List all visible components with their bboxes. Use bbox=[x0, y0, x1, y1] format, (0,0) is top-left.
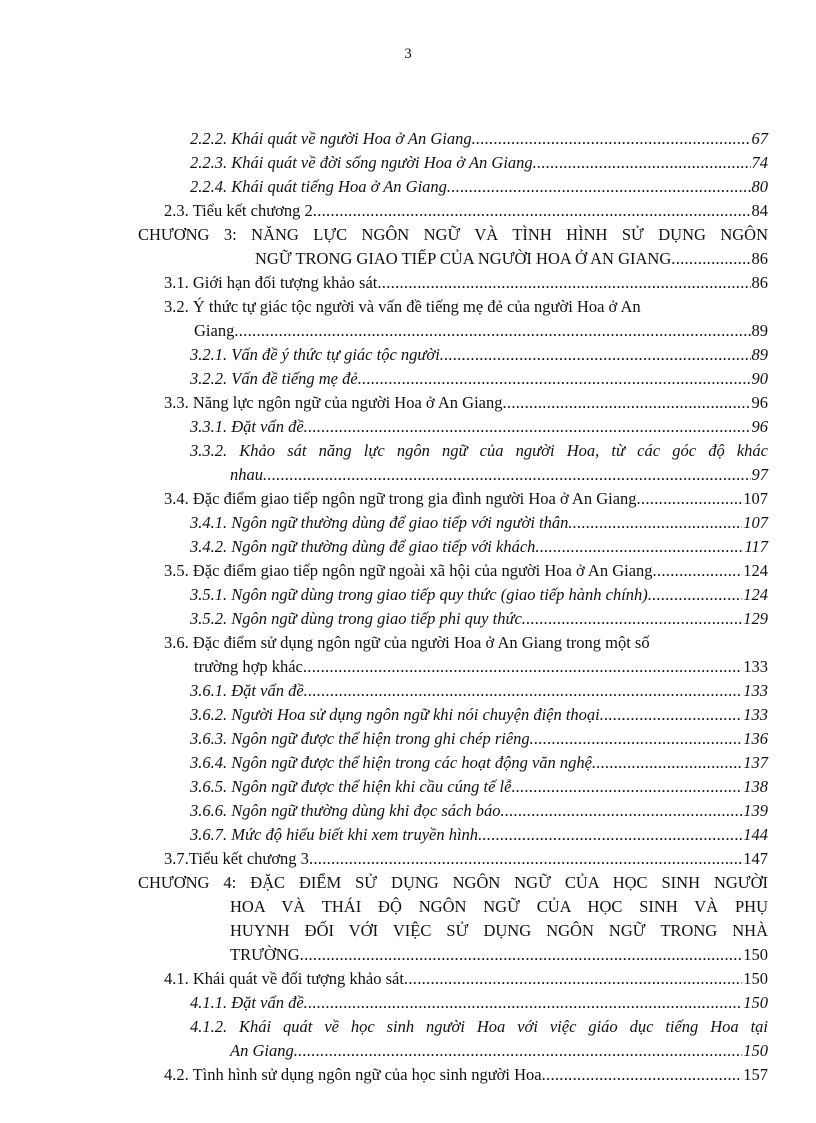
toc-entry-3-6-5: 3.6.5. Ngôn ngữ được thể hiện khi cầu cúng tế lễ ..... 138 bbox=[190, 776, 768, 798]
toc-entry-3-3-2-line-2: nhau ..... 97 bbox=[230, 464, 768, 486]
toc-entry-3-1: 3.1. Giới hạn đối tượng khảo sát ..... 86 bbox=[164, 272, 768, 294]
page-number: 3 bbox=[404, 46, 412, 62]
toc-entry-3-3-2-line-1: 3.3.2. Khảo sát năng lực ngôn ngữ của người Hoa, từ các góc độ khác bbox=[190, 441, 768, 460]
toc-entry-2-3: 2.3. Tiểu kết chương 2 ..... 84 bbox=[164, 200, 768, 222]
toc-entry-3-6-3: 3.6.3. Ngôn ngữ được thể hiện trong ghi chép riêng ..... 136 bbox=[190, 728, 768, 750]
toc-entry-3-5-2: 3.5.2. Ngôn ngữ dùng trong giao tiếp phi quy thức ..... 129 bbox=[190, 608, 768, 630]
toc-entry-3-5: 3.5. Đặc điểm giao tiếp ngôn ngữ ngoài xã hội của người Hoa ở An Giang ..... 124 bbox=[164, 560, 768, 582]
toc-entry-2-2-2: 2.2.2. Khái quát về người Hoa ở An Giang ..... 67 bbox=[190, 128, 768, 150]
chapter-4-heading-line-4: TRƯỜNG ..... 150 bbox=[230, 944, 768, 966]
toc-entry-2-2-4: 2.2.4. Khái quát tiếng Hoa ở An Giang ..... 80 bbox=[190, 176, 768, 198]
toc-entry-3-6-4: 3.6.4. Ngôn ngữ được thể hiện trong các hoạt động văn nghệ ..... 137 bbox=[190, 752, 768, 774]
toc-entry-3-4-1: 3.4.1. Ngôn ngữ thường dùng để giao tiếp với người thân ..... 107 bbox=[190, 512, 768, 534]
toc-entry-3-3: 3.3. Năng lực ngôn ngữ của người Hoa ở An Giang ..... 96 bbox=[164, 392, 768, 414]
toc-entry-3-2-line-1: 3.2. Ý thức tự giác tộc người và vấn đề tiếng mẹ đẻ của người Hoa ở An bbox=[164, 297, 641, 316]
chapter-3-heading-line-2: NGỮ TRONG GIAO TIẾP CỦA NGƯỜI HOA Ở AN GIANG ..... 86 bbox=[255, 248, 768, 270]
toc-entry-3-6-line-1: 3.6. Đặc điểm sử dụng ngôn ngữ của người Hoa ở An Giang trong một số bbox=[164, 633, 650, 652]
toc-entry-3-3-1: 3.3.1. Đặt vấn đề ..... 96 bbox=[190, 416, 768, 438]
toc-entry-3-6-6: 3.6.6. Ngôn ngữ thường dùng khi đọc sách báo ..... 139 bbox=[190, 800, 768, 822]
toc-entry-3-6-7: 3.6.7. Mức độ hiểu biết khi xem truyền hình ..... 144 bbox=[190, 824, 768, 846]
toc-entry-3-2-line-2: Giang ..... 89 bbox=[194, 320, 768, 342]
toc-entry-4-1-2-line-1: 4.1.2. Khái quát về học sinh người Hoa với việc giáo dục tiếng Hoa tại bbox=[190, 1017, 768, 1036]
toc-entry-2-2-3: 2.2.3. Khái quát về đời sống người Hoa ở An Giang ..... 74 bbox=[190, 152, 768, 174]
chapter-4-heading-line-3: HUYNH ĐỐI VỚI VIỆC SỬ DỤNG NGÔN NGỮ TRONG NHÀ bbox=[230, 921, 768, 940]
chapter-4-heading-line-2: HOA VÀ THÁI ĐỘ NGÔN NGỮ CỦA HỌC SINH VÀ PHỤ bbox=[230, 897, 768, 916]
chapter-4-heading-line-1: CHƯƠNG 4: ĐẶC ĐIỂM SỬ DỤNG NGÔN NGỮ CỦA HỌC SINH NGƯỜI bbox=[138, 873, 768, 892]
chapter-3-heading-line-1: CHƯƠNG 3: NĂNG LỰC NGÔN NGỮ VÀ TÌNH HÌNH SỬ DỤNG NGÔN bbox=[138, 225, 768, 244]
toc-entry-4-2: 4.2. Tình hình sử dụng ngôn ngữ của học sinh người Hoa ..... 157 bbox=[164, 1064, 768, 1086]
toc-entry-4-1: 4.1. Khái quát về đối tượng khảo sát ..... 150 bbox=[164, 968, 768, 990]
toc-entry-3-4: 3.4. Đặc điểm giao tiếp ngôn ngữ trong gia đình người Hoa ở An Giang ..... 107 bbox=[164, 488, 768, 510]
toc-entry-3-4-2: 3.4.2. Ngôn ngữ thường dùng để giao tiếp với khách ..... 117 bbox=[190, 536, 768, 558]
toc-entry-3-6-line-2: trường hợp khác ..... 133 bbox=[194, 656, 768, 678]
toc-entry-3-6-1: 3.6.1. Đặt vấn đề ..... 133 bbox=[190, 680, 768, 702]
toc-entry-3-7: 3.7.Tiểu kết chương 3 ..... 147 bbox=[164, 848, 768, 870]
toc-entry-3-2-1: 3.2.1. Vấn đề ý thức tự giác tộc người ..... 89 bbox=[190, 344, 768, 366]
toc-entry-4-1-1: 4.1.1. Đặt vấn đề ..... 150 bbox=[190, 992, 768, 1014]
toc-entry-3-6-2: 3.6.2. Người Hoa sử dụng ngôn ngữ khi nói chuyện điện thoại ..... 133 bbox=[190, 704, 768, 726]
toc-entry-3-5-1: 3.5.1. Ngôn ngữ dùng trong giao tiếp quy thức (giao tiếp hành chính) ..... 124 bbox=[190, 584, 768, 606]
toc-entry-3-2-2: 3.2.2. Vấn đề tiếng mẹ đẻ ..... 90 bbox=[190, 368, 768, 390]
toc-entry-4-1-2-line-2: An Giang ..... 150 bbox=[230, 1040, 768, 1062]
